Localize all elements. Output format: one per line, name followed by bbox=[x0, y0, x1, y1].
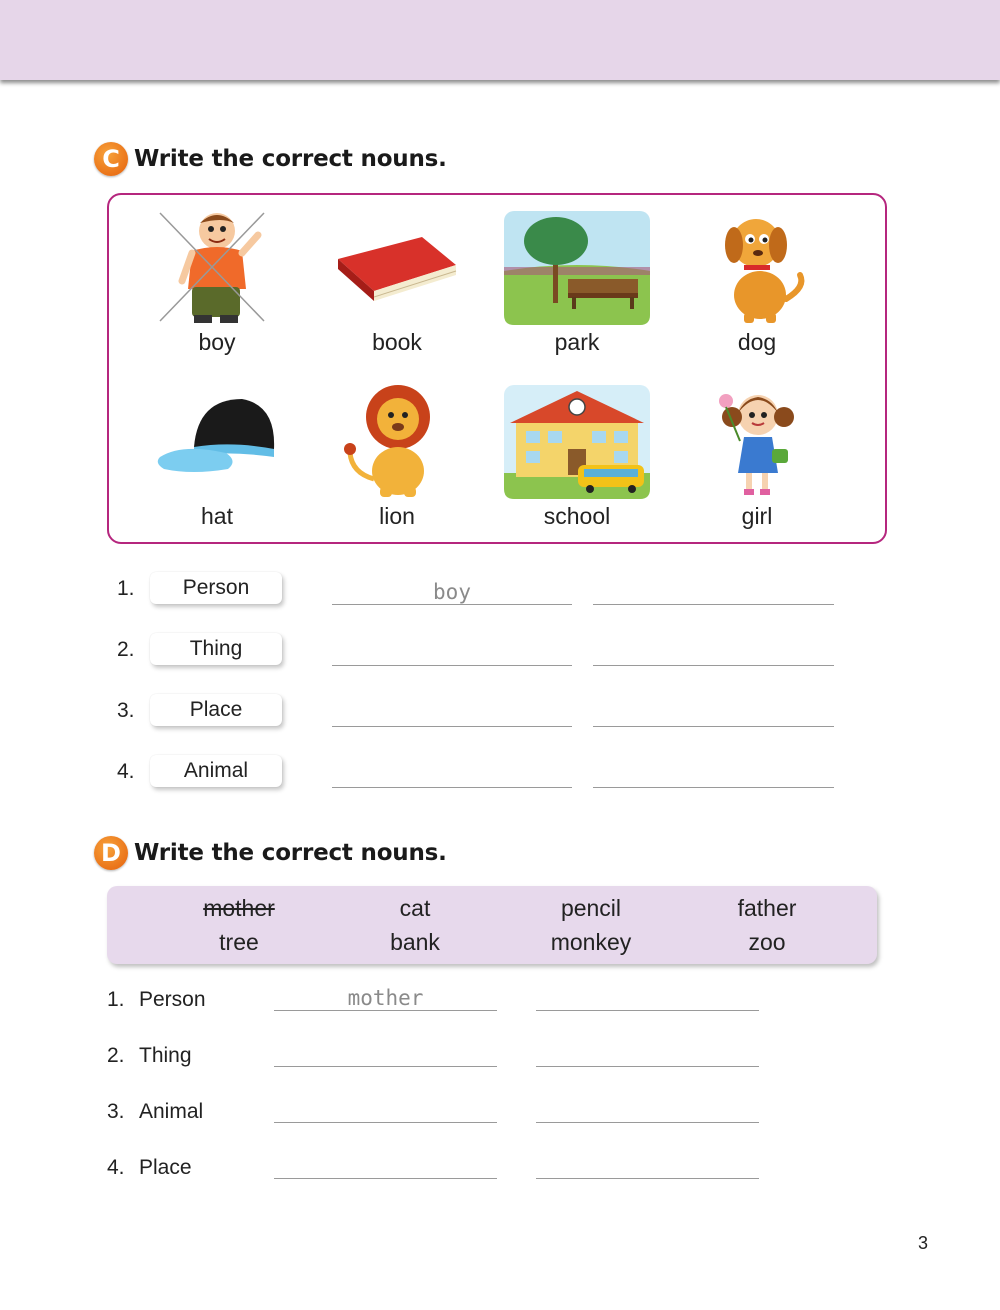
row-number: 4. bbox=[117, 760, 135, 783]
answer-line[interactable] bbox=[593, 726, 834, 727]
category-label: Place bbox=[139, 1156, 192, 1179]
picture-label: school bbox=[543, 503, 611, 529]
category-label: Animal bbox=[139, 1100, 204, 1123]
answer-line[interactable] bbox=[274, 1010, 497, 1011]
header-band bbox=[0, 0, 1000, 80]
answer-line[interactable] bbox=[332, 665, 572, 666]
hat-picture bbox=[142, 383, 292, 501]
section-c-badge: C bbox=[94, 142, 128, 176]
answer-line[interactable] bbox=[332, 726, 572, 727]
answer-line[interactable] bbox=[274, 1178, 497, 1179]
word-bank-item: father bbox=[737, 895, 797, 921]
word-bank-item: cat bbox=[399, 895, 431, 921]
picture-label: girl bbox=[741, 503, 773, 529]
category-chip: Animal bbox=[150, 755, 282, 787]
row-number: 3. bbox=[107, 1100, 125, 1123]
row-number: 3. bbox=[117, 699, 135, 722]
section-d-heading: Write the correct nouns. bbox=[134, 840, 447, 866]
boy-picture bbox=[142, 209, 292, 327]
answer-line[interactable] bbox=[593, 665, 834, 666]
row-number: 2. bbox=[107, 1044, 125, 1067]
book-picture bbox=[322, 209, 472, 327]
lion-picture bbox=[322, 383, 472, 501]
park-picture bbox=[502, 209, 652, 327]
answer-line[interactable] bbox=[536, 1066, 759, 1067]
word-bank-item: zoo bbox=[748, 929, 786, 955]
section-c-title bbox=[94, 142, 447, 176]
dog-picture bbox=[682, 209, 832, 327]
answer-line[interactable] bbox=[332, 604, 572, 605]
row-number: 4. bbox=[107, 1156, 125, 1179]
answer-text[interactable]: mother bbox=[347, 986, 424, 1010]
picture-label: book bbox=[372, 329, 422, 355]
answer-line[interactable] bbox=[593, 604, 834, 605]
picture-box bbox=[107, 193, 887, 544]
answer-line[interactable] bbox=[536, 1010, 759, 1011]
row-number: 1. bbox=[117, 577, 135, 600]
category-chip: Place bbox=[150, 694, 282, 726]
section-c-heading: Write the correct nouns. bbox=[134, 146, 447, 172]
answer-text[interactable]: boy bbox=[433, 580, 471, 604]
picture-label: boy bbox=[198, 329, 236, 355]
category-chip: Thing bbox=[150, 633, 282, 665]
category-chip: Person bbox=[150, 572, 282, 604]
girl-picture bbox=[682, 383, 832, 501]
word-bank-item: monkey bbox=[550, 929, 632, 955]
row-number: 2. bbox=[117, 638, 135, 661]
picture-label: park bbox=[554, 329, 600, 355]
word-bank-item: tree bbox=[219, 929, 259, 955]
school-picture bbox=[502, 383, 652, 501]
row-number: 1. bbox=[107, 988, 125, 1011]
word-bank bbox=[107, 886, 877, 964]
answer-line[interactable] bbox=[274, 1066, 497, 1067]
answer-line[interactable] bbox=[332, 787, 572, 788]
section-d-title bbox=[94, 836, 447, 870]
answer-line[interactable] bbox=[593, 787, 834, 788]
word-bank-item: pencil bbox=[560, 895, 622, 921]
picture-label: hat bbox=[201, 503, 233, 529]
picture-label: dog bbox=[737, 329, 777, 355]
section-d-badge: D bbox=[94, 836, 128, 870]
answer-line[interactable] bbox=[536, 1178, 759, 1179]
picture-label: lion bbox=[379, 503, 415, 529]
word-bank-item: bank bbox=[390, 929, 440, 955]
word-bank-item: mother bbox=[203, 895, 275, 921]
category-label: Person bbox=[139, 988, 206, 1011]
answer-line[interactable] bbox=[274, 1122, 497, 1123]
answer-line[interactable] bbox=[536, 1122, 759, 1123]
category-label: Thing bbox=[139, 1044, 192, 1067]
page-number: 3 bbox=[918, 1233, 929, 1253]
